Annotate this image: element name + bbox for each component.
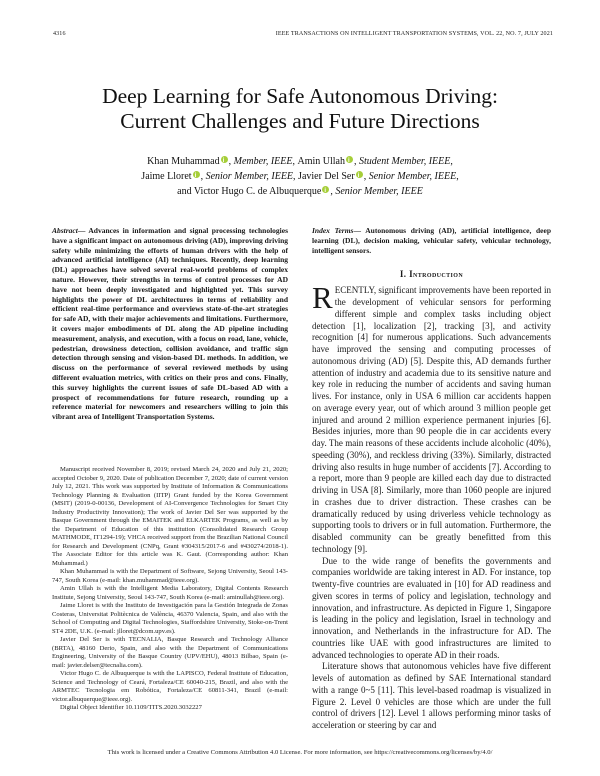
author-name: Javier Del Ser <box>298 171 355 182</box>
paragraph-text: ECENTLY, significant improvements have been reported in the development of vehicular sensors for performing different simple and complex tasks including object detection [1], localization [2], tracking [3], and activity recognition [4] for numerous applications. Such advancements have improved the sensing and computing processes of autonomous driving (AD) [5]. Despite this, AD demands further attention of industry and academia due to its sensitive nature and key role in reducing the number of accidents and saving human lives. For instance, only in USA 6 million car accidents happen on average every year, out of which around 3 million people get injured and around 2 million experience permanent injuries [6]. Besides injuries, more than 90 people die in car accidents every day. The main reasons of these accidents include alcoholic (40%), speeding (30%), and reckless driving (33%). Similarly, distracted driving also results in huge number of accidents [7]. According to a report, more than 9 people are killed each day due to distracted driving in USA [8]. Similarly, more than 1060 people are injured in crashes due to driver distraction. These crashes can be dramatically reduced by using driverless vehicle technology as supporting tools to drivers or in full automation. Furthermore, the disabled community can be greatly benefitted from this technology [9]. <box>312 285 551 554</box>
paragraph <box>312 280 551 555</box>
author-separator: , <box>292 156 298 167</box>
paragraph: Literature shows that autonomous vehicles have five different levels of automation as defined by SAE International standard with a range 0~5 [11]. This level-based roadmap is visualized in Figure 2. Level 0 vehicles are those which are under the full control of drivers [12]. Level 1 allows performing minor tasks of acceleration or steering by car and <box>312 661 551 731</box>
author-membership: Member, IEEE <box>233 156 293 167</box>
abstract-label: Abstract <box>52 226 78 235</box>
author: Javier Del Seri , Senior Member, IEEE, <box>298 171 459 182</box>
author-separator: , <box>456 171 459 182</box>
author-name: Jaime Lloret <box>141 171 192 182</box>
author: Amin Ullahi , Student Member, IEEE, <box>298 156 453 167</box>
section-heading: I. Introduction <box>399 269 464 280</box>
orcid-icon[interactable] <box>356 171 363 178</box>
affiliation-note: Jaime Lloret is with the Instituto de Investigación para la Gestión Integrada de Zonas Costeras, Universitat Politècnica de València, 46370 Valencia, Spain, and also with the School of Computing and Digital Technologies, Staffordshire University, Stoke-on-Trent ST4 2DE, U.K. (e-mail: jlloret@dcom.upv.es). <box>52 602 288 635</box>
author-name: Amin Ullah <box>297 156 345 167</box>
title-line-1: Deep Learning for Safe Autonomous Driving: <box>102 84 498 108</box>
author-list <box>40 154 560 199</box>
author-name: and Victor Hugo C. de Albuquerque <box>177 186 322 197</box>
abstract-text: — Advances in information and signal processing technologies have a significant impact on autonomous driving (AD), improving driving safety while minimizing the efforts of human drivers with the help of advanced artificial intelligence (AI) techniques. Recently, deep learning (DL) approaches have solved several real-world problems of complex nature. However, their strengths in terms of control processes for AD have not been deeply investigated and highlighted yet. This survey highlights the power of DL architectures in terms of reliability and efficient real-time performance and overviews state-of-the-art strategies for safe AD, with their major achievements and limitations. Furthermore, it covers major embodiments of DL along the AD pipeline including measurement, analysis, and execution, with a focus on road, lane, vehicle, pedestrian, drowsiness detection, collision avoidance, and traffic sign detection through sensing and vision-based DL methods. In addition, we discuss on the performance of several reviewed methods by using different evaluation metrics, with critics on their pros and cons. Finally, this survey highlights the current issues of safe DL-based AD with a prospect of recommendations for future research, rounding up a reference material for newcomers and researchers willing to join this vibrant area of Intelligent Transportation Systems. <box>52 226 288 422</box>
orcid-icon[interactable] <box>322 186 329 193</box>
author-separator: , <box>293 171 299 182</box>
author: and Victor Hugo C. de Albuquerquei , Senior Member, IEEE <box>177 186 423 197</box>
affiliation-note: Amin Ullah is with the Intelligent Media Laboratory, Digital Contents Research Institute, Sejong University, Seoul 143-747, South Korea (e-mail: aminullah@ieee.org). <box>52 585 288 601</box>
abstract <box>52 226 288 422</box>
page-number: 4316 <box>53 31 66 37</box>
author-membership: Student Member, IEEE <box>359 156 451 167</box>
paragraph: Due to the wide range of benefits the governments and companies worldwide are taking interest in AD. For instance, top twenty-five countries are evaluated in [10] for AD readiness and given scores in terms of policy and legislation, technology and innovation, and infrastructure. As depicted in Figure 1, Singapore is leading in the policy and legislation, Israel in technology and innovation, and Netherlands in the infrastructure for AD. The countries like UAE with good infrastructures are limited to advanced technologies to operate AD in their roads. <box>312 555 551 660</box>
running-header <box>53 31 553 41</box>
affiliation-note: Victor Hugo C. de Albuquerque is with the LAPISCO, Federal Institute of Education, Science and Technology of Ceará, Fortaleza/CE 60040-215, Brazil, and also with the ARMTEC Tecnologia em Robótica, Fortaleza/CE 60811-341, Brazil (e-mail: victor.albuquerque@ieee.org). <box>52 670 288 703</box>
author: Jaime Lloreti , Senior Member, IEEE, <box>141 171 298 182</box>
title-line-2: Current Challenges and Future Directions <box>120 109 480 133</box>
doi-note: Digital Object Identifier 10.1109/TITS.2020.3032227 <box>60 704 202 711</box>
author-membership: Senior Member, IEEE <box>335 186 423 197</box>
affiliation-note: Javier Del Ser is with TECNALIA, Basque Research and Technology Alliance (BRTA), 48160 Derio, Spain, and also with the Department of Communications Engineering, University of the Basque Country (UPV/EHU), 48013 Bilbao, Spain (e-mail: javier.delser@tecnalia.com). <box>52 636 288 669</box>
author-membership: Senior Member, IEEE <box>368 171 457 182</box>
left-column <box>52 226 288 422</box>
right-column <box>312 226 551 732</box>
index-terms <box>312 226 551 255</box>
license-notice: This work is licensed under a Creative Commons Attribution 4.0 License. For more information, see https://creativecommons.org/licenses/by/4.0/ <box>107 749 493 756</box>
affiliation-note: Khan Muhammad is with the Department of Software, Sejong University, Seoul 143-747, South Korea (e-mail: khan.muhammad@ieee.org). <box>52 568 288 584</box>
title-block <box>40 84 560 199</box>
author-name: Khan Muhammad <box>147 156 220 167</box>
author-separator: , <box>450 156 453 167</box>
introduction-body <box>312 280 551 732</box>
index-terms-label: Index Terms <box>312 226 354 235</box>
author-membership: Senior Member, IEEE <box>205 171 294 182</box>
footnote <box>52 466 288 713</box>
paper-title <box>40 84 560 134</box>
drop-cap: R <box>312 280 333 316</box>
index-terms-text: — Autonomous driving (AD), artificial intelligence, deep learning (DL), decision making, vehicular safety, vehicular technology, intelligent sensors. <box>312 226 552 255</box>
journal-reference: IEEE TRANSACTIONS ON INTELLIGENT TRANSPORTATION SYSTEMS, VOL. 22, NO. 7, JULY 2021 <box>275 31 553 37</box>
orcid-icon[interactable] <box>193 171 200 178</box>
orcid-icon[interactable] <box>221 156 228 163</box>
manuscript-note: Manuscript received November 8, 2019; revised March 24, 2020 and July 21, 2020; accepted October 9, 2020. Date of publication December 7, 2020; date of current version July 12, 2021. This work was supported by Institute of Information & Communications Technology Planning & Evaluation (IITP) Grant funded by the Korea Government (MSIT) (2019-0-00136, Development of AI-Convergence Technologies for Smart City Industry Productivity Innovation); The work of Javier Del Ser was supported by the Basque Government through the EMAITEK and ELKARTEK Programs, as well as by the Department of Education of this institution (Consolidated Research Group MATHMODE, IT1294-19); VHCA received support from the Brazilian National Council for Research and Development (CNPq, Grant #304315/2017-6 and #430274/2018-1). The Associate Editor for this article was K. Gaut. (Corresponding author: Khan Muhammad.) <box>52 466 288 567</box>
author: Khan Muhammadi , Member, IEEE, <box>147 156 297 167</box>
orcid-icon[interactable] <box>346 156 353 163</box>
